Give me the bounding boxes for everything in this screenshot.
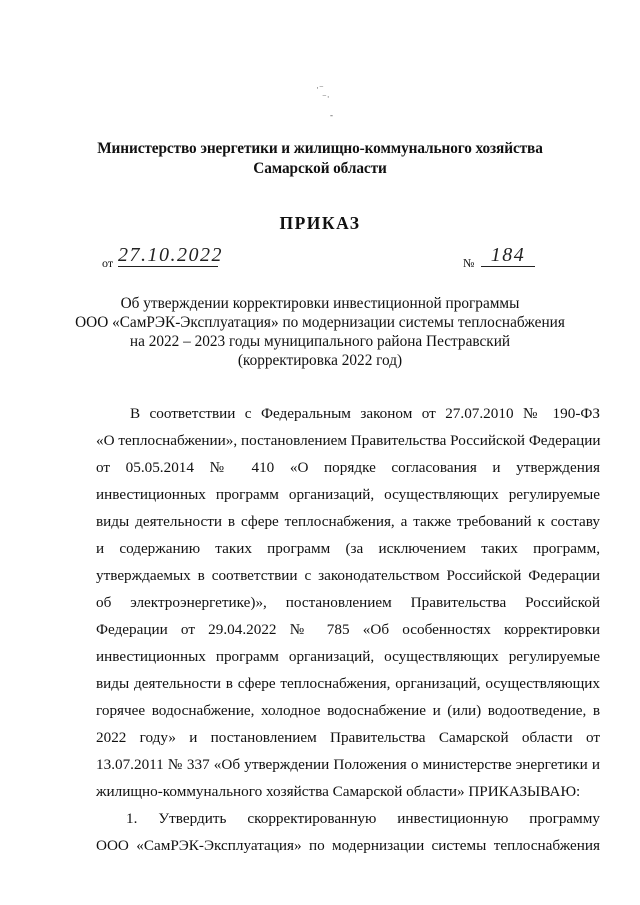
ministry-line: Самарской области (253, 160, 387, 177)
body-line: виды деятельности в сфере теплоснабжения, организаций, осуществляющих (96, 675, 600, 692)
body-line: и содержанию таких программ (за исключением таких программ, (96, 540, 600, 557)
body-line: В соответствии с Федеральным законом от 27.07.2010 № 190-ФЗ (130, 405, 600, 422)
ministry-line: Министерство энергетики и жилищно-коммунального хозяйства (97, 140, 543, 157)
document-type-title: ПРИКАЗ (279, 213, 361, 233)
body-line: виды деятельности в сфере теплоснабжения, а также требований к составу (96, 513, 600, 530)
body-line: жилищно-коммунального хозяйства Самарской области» ПРИКАЗЫВАЮ: (96, 783, 581, 800)
scan-speck-mark: - (330, 110, 333, 120)
number-handwritten: 184 (481, 246, 535, 267)
body-line: 2022 году» и постановлением Правительства Самарской области от (96, 729, 600, 746)
ministry-heading (80, 139, 560, 179)
date-handwritten: 27.10.2022 (118, 244, 223, 266)
body-line: Федерации от 29.04.2022 № 785 «Об особенностях корректировки (96, 621, 600, 638)
number-prefix: № (463, 256, 475, 270)
body-line: горячее водоснабжение, холодное водоснабжение и (или) водоотведение, в (96, 702, 600, 719)
body-line: от 05.05.2014 № 410 «О порядке согласования и утверждения (96, 459, 600, 476)
body-line: 13.07.2011 № 337 «Об утверждении Положения о министерстве энергетики и (96, 756, 600, 773)
scan-speck-mark: ·⁻ (316, 83, 324, 93)
scan-speck-mark: ⁻· (322, 92, 330, 102)
body-line: «О теплоснабжении», постановлением Правительства Российской Федерации (96, 432, 601, 449)
subject-line: Об утверждении корректировки инвестиционной программы (120, 295, 520, 312)
order-item-line: 1. Утвердить скорректированную инвестиционную программу (126, 810, 600, 827)
body-line: об электроэнергетике)», постановлением Правительства Российской (96, 594, 600, 611)
body-line: утверждаемых в соответствии с законодательством Российской Федерации (96, 567, 600, 584)
subject-line: ООО «СамРЭК-Эксплуатация» по модернизации системы теплоснабжения (75, 314, 565, 331)
order-item-line: ООО «СамРЭК-Эксплуатация» по модернизации системы теплоснабжения (96, 837, 600, 854)
order-subject (60, 294, 580, 370)
subject-line: на 2022 – 2023 годы муниципального района Пестравский (129, 333, 511, 350)
body-line: инвестиционных программ организаций, осуществляющих регулируемые (96, 486, 600, 503)
date-prefix: от (102, 256, 114, 270)
body-line: инвестиционных программ организаций, осуществляющих регулируемые (96, 648, 600, 665)
subject-line: (корректировка 2022 год) (237, 352, 403, 369)
